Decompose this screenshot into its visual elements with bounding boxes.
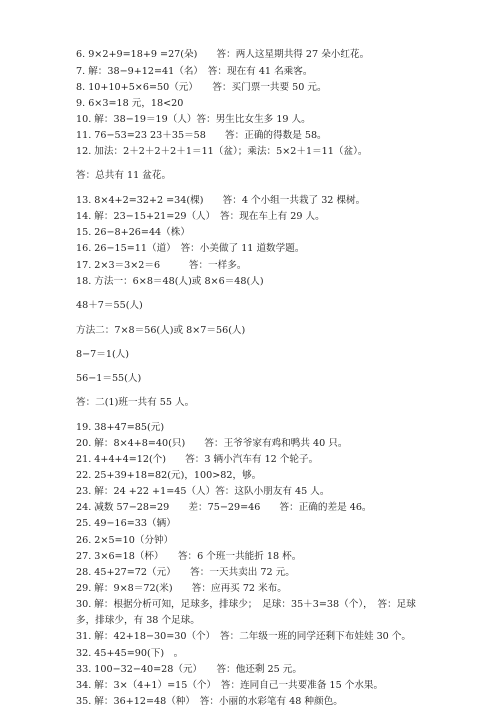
text-line: 19. 38+47=85(元) bbox=[76, 422, 165, 433]
text-line: 29. 解：9×8＝72(米) 答：应再买 72 米布。 bbox=[76, 583, 287, 594]
text-line: 13. 8×4+2=32+2 =34(棵) 答：4 个小组一共栽了 32 棵树。 bbox=[76, 195, 366, 206]
text-line: 56−1＝55(人) bbox=[76, 373, 142, 384]
text-line: 15. 26−8+26=44（株） bbox=[76, 227, 190, 238]
text-line: 32. 45+45=90(下) 。 bbox=[76, 648, 184, 659]
text-line: 11. 76−53=23 23＋35＝58 答：正确的得数是 58。 bbox=[76, 130, 327, 141]
text-line: 48＋7＝55(人) bbox=[76, 300, 143, 311]
text-line: 多，排球少，有 38 个足球。 bbox=[76, 615, 200, 626]
text-line: 20. 解：8×4+8=40(只) 答：王爷爷家有鸡和鸭共 40 只。 bbox=[76, 438, 348, 449]
text-line: 16. 26−15=11（道） 答：小美做了 11 道数学题。 bbox=[76, 243, 305, 254]
text-line: 35. 解：36+12=48（种） 答：小丽的水彩笔有 48 种颜色。 bbox=[76, 696, 343, 707]
text-line: 9. 6×3=18 元，18<20 bbox=[76, 98, 184, 109]
text-line: 答：二(1)班一共有 55 人。 bbox=[76, 397, 195, 408]
text-line: 8−7＝1(人) bbox=[76, 349, 130, 360]
text-line: 7. 解：38−9+12=41（名） 答：现在有 41 名乘客。 bbox=[76, 66, 313, 77]
text-line: 22. 25+39+18=82(元)，100>82，够。 bbox=[76, 470, 262, 481]
text-line: 6. 9×2+9=18+9 =27(朵) 答：两人这星期共得 27 朵小红花。 bbox=[76, 49, 370, 60]
text-line: 8. 10+10+5×6=50（元） 答：买门票一共要 50 元。 bbox=[76, 82, 327, 93]
text-line: 14. 解：23−15+21=29（人） 答：现在车上有 29 人。 bbox=[76, 211, 325, 222]
text-line: 30. 解：根据分析可知，足球多，排球少； 足球：35＋3=38（个）， 答：足球 bbox=[76, 599, 416, 610]
text-line: 24. 减数 57−28=29 差：75−29=46 答：正确的差是 46。 bbox=[76, 502, 372, 513]
text-line: 26. 2×5=10（分钟） bbox=[76, 535, 174, 546]
text-line: 答：总共有 11 盆花。 bbox=[76, 170, 172, 181]
text-line: 21. 4+4+4=12(个) 答：3 辆小汽车有 12 个轮子。 bbox=[76, 454, 319, 465]
text-line: 25. 49−16=33（辆） bbox=[76, 518, 176, 529]
text-line: 34. 解：3×（4+1）=15（个） 答：连同自己一共要准备 15 个水果。 bbox=[76, 680, 384, 691]
text-line: 28. 45+27=72（元） 答：一天共卖出 72 元。 bbox=[76, 567, 295, 578]
text-line: 33. 100−32−40=28（元） 答：他还剩 25 元。 bbox=[76, 664, 302, 675]
text-line: 27. 3×6=18（杯） 答：6 个班一共能折 18 杯。 bbox=[76, 551, 302, 562]
text-line: 31. 解：42+18−30=30（个） 答：二年级一班的同学还剩下布娃娃 30 个。 bbox=[76, 631, 412, 642]
text-line: 17. 2×3＝3×2＝6 答：一样多。 bbox=[76, 260, 247, 271]
text-line: 18. 方法一：6×8＝48(人)或 8×6＝48(人) bbox=[76, 276, 264, 287]
text-line: 10. 解：38−19＝19（人）答：男生比女生多 19 人。 bbox=[76, 114, 311, 125]
text-line: 方法二：7×8＝56(人)或 8×7＝56(人) bbox=[76, 325, 246, 336]
text-line: 12. 加法：2＋2＋2＋2＋1＝11（盆）；乘法：5×2＋1＝11（盆）。 bbox=[76, 146, 368, 157]
text-line: 23. 解：24 +22 +1=45（人）答：这队小朋友有 45 人。 bbox=[76, 486, 330, 497]
